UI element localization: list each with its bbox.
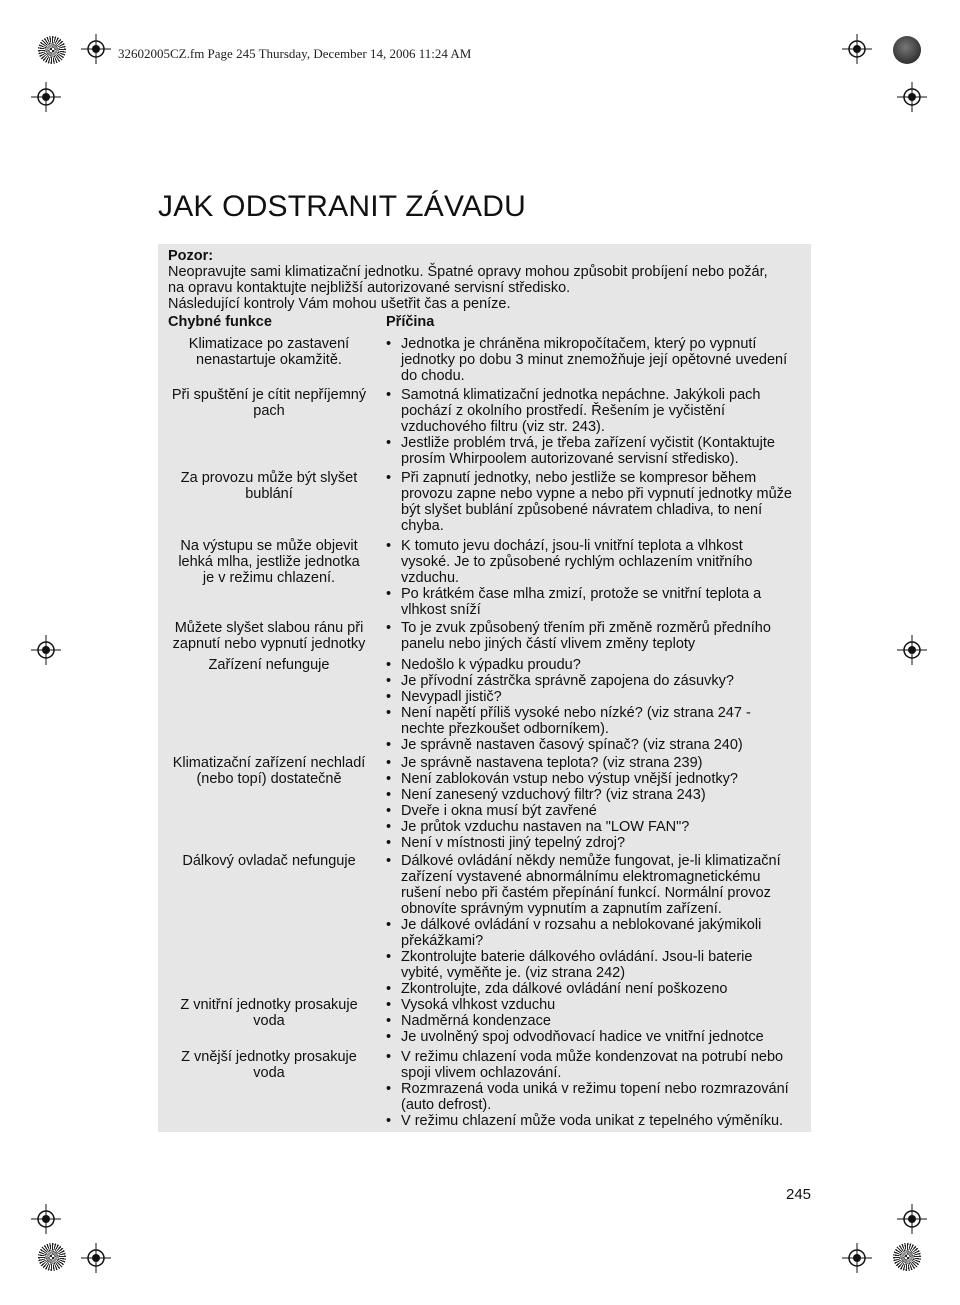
cause-line: (auto defrost). [401,1097,492,1113]
cause-list [386,755,806,851]
symptom-line: Zařízení nefunguje [208,657,330,673]
cause-list [386,620,806,652]
registration-mark-icon [897,82,927,112]
cause-item [386,705,806,737]
column-header-cause: Příčina [386,314,435,330]
cause-line: • Nevypadl jistič? [401,689,502,705]
cause-item [386,819,806,835]
symptom-text [164,538,374,586]
cause-item [386,673,806,689]
symptom-text [164,755,374,787]
cause-line: • Je průtok vzduchu nastaven na "LOW FAN"? [401,819,690,835]
cause-item [386,586,806,618]
cause-line: pochází z okolního prostředí. Řešením je vyčistění [401,403,725,419]
cause-line: zařízení vystavené abnormálnímu elektromagnetickému [401,869,761,885]
cause-line: chyba. [401,518,444,534]
cause-list [386,336,806,384]
cause-line: • Dálkové ovládání někdy nemůže fungovat, je-li klimatizační [401,853,781,869]
page-title: JAK ODSTRANIT ZÁVADU [158,190,526,223]
sunburst-mark-icon [38,36,66,64]
cause-line: vzduchového filtru (viz str. 243). [401,419,605,435]
cause-line: • Jestliže problém trvá, je třeba zařízení vyčistit (Kontaktujte [401,435,775,451]
cause-line: • Je správně nastavena teplota? (viz strana 239) [401,755,703,771]
registration-mark-icon [31,1204,61,1234]
cause-line: prosím Whirpoolem autorizované servisní středisko). [401,451,739,467]
cause-item [386,657,806,673]
cause-line: panelu nebo jiných částí vlivem změny teploty [401,636,696,652]
cause-list [386,997,806,1045]
cause-line: • Samotná klimatizační jednotka nepáchne. Jakýkoli pach [401,387,761,403]
cause-line: vybité, vyměňte je. (viz strana 242) [401,965,626,981]
cause-list [386,1049,806,1129]
cause-line: • Není zablokován vstup nebo výstup vnější jednotky? [401,771,738,787]
cause-item [386,755,806,771]
cause-item [386,1013,806,1029]
symptom-line: (nebo topí) dostatečně [196,771,342,787]
cause-line: • Je uvolněný spoj odvodňovací hadice ve vnitřní jednotce [401,1029,764,1045]
symptom-line: nenastartuje okamžitě. [196,352,342,368]
cause-line: • Není napětí příliš vysoké nebo nízké? (viz strana 247 - [401,705,751,721]
symptom-text [164,470,374,502]
cause-item [386,1113,806,1129]
cause-line: • To je zvuk způsobený třením při změně rozměrů předního [401,620,771,636]
registration-mark-icon [81,1243,111,1273]
cause-item [386,620,806,652]
symptom-text [164,336,374,368]
registration-mark-icon [842,34,872,64]
cause-item [386,737,806,753]
cause-list [386,470,806,534]
cause-item [386,853,806,917]
symptom-text [164,387,374,419]
cause-list [386,538,806,618]
cause-line: být slyšet bublání způsobené návratem chladiva, to není [401,502,763,518]
cause-line: • Při zapnutí jednotky, nebo jestliže se kompresor během [401,470,757,486]
cause-item [386,1049,806,1081]
cause-line: provozu zapne nebo vypne a nebo při vypnutí jednotky může [401,486,792,502]
column-header-symptom: Chybné funkce [168,314,272,330]
cause-item [386,835,806,851]
symptom-line: Klimatizace po zastavení [188,336,350,352]
cause-item [386,470,806,534]
symptom-line: voda [253,1065,285,1081]
symptom-line: je v režimu chlazení. [202,570,336,586]
sunburst-mark-icon [38,1243,66,1271]
cause-item [386,387,806,435]
cause-item [386,771,806,787]
warning-line: Neopravujte sami klimatizační jednotku. Špatné opravy mohou způsobit probíjení nebo požár, [168,264,768,280]
warning-line: na opravu kontaktujte nejbližší autorizované servisní středisko. [168,280,571,296]
cause-line: rušení nebo při častém přepínání funkcí. Normální provoz [401,885,771,901]
symptom-line: Za provozu může být slyšet [180,470,358,486]
registration-mark-icon [897,635,927,665]
cause-line: vlhkost sníží [401,602,481,618]
cause-list [386,853,806,997]
symptom-line: Z vnitřní jednotky prosakuje [180,997,358,1013]
warning-line: Následující kontroly Vám mohou ušetřit čas a peníze. [168,296,511,312]
page-number: 245 [786,1186,812,1203]
registration-mark-icon [897,1204,927,1234]
cause-item [386,435,806,467]
cause-line: • Jednotka je chráněna mikropočítačem, který po vypnutí [401,336,757,352]
cause-line: spoji vlivem ochlazování. [401,1065,562,1081]
cause-list [386,657,806,753]
symptom-text [164,657,374,673]
sunburst-mark-icon [893,36,921,64]
cause-item [386,538,806,586]
warning-note [168,248,768,312]
cause-line: • Je dálkové ovládání v rozsahu a neblokované jakýmikoli [401,917,762,933]
registration-mark-icon [31,82,61,112]
symptom-line: bublání [245,486,293,502]
cause-line: • Je správně nastaven časový spínač? (viz strana 240) [401,737,743,753]
symptom-text [164,853,374,869]
warning-label: Pozor: [168,248,214,264]
symptom-text [164,997,374,1029]
cause-list [386,387,806,467]
cause-line: • Dveře i okna musí být zavřené [401,803,597,819]
cause-item [386,1029,806,1045]
cause-item [386,803,806,819]
cause-line: • Je přívodní zástrčka správně zapojena do zásuvky? [401,673,734,689]
cause-line: vysoké. Je to způsobené rychlým ochlazením vnitřního [401,554,753,570]
file-header-line: 32602005CZ.fm Page 245 Thursday, December 14, 2006 11:24 AM [118,46,472,61]
registration-mark-icon [81,34,111,64]
symptom-text [164,620,374,652]
cause-item [386,1081,806,1113]
symptom-line: Na výstupu se může objevit [180,538,358,554]
symptom-line: Při spuštění je cítit nepříjemný [171,387,367,403]
cause-line: do chodu. [401,368,465,384]
cause-line: • K tomuto jevu dochází, jsou-li vnitřní teplota a vlhkost [401,538,743,554]
cause-line: • Není v místnosti jiný tepelný zdroj? [401,835,626,851]
symptom-line: zapnutí nebo vypnutí jednotky [172,636,366,652]
symptom-line: pach [253,403,285,419]
cause-line: • V režimu chlazení voda může kondenzovat na potrubí nebo [401,1049,784,1065]
cause-line: • V režimu chlazení může voda unikat z tepelného výměníku. [401,1113,784,1129]
cause-line: nechte přezkoušet odborníkem). [401,721,609,737]
cause-line: • Vysoká vlhkost vzduchu [401,997,556,1013]
cause-line: • Zkontrolujte, zda dálkové ovládání není poškozeno [401,981,728,997]
cause-line: • Zkontrolujte baterie dálkového ovládání. Jsou-li baterie [401,949,753,965]
cause-line: • Nadměrná kondenzace [401,1013,551,1029]
cause-item [386,336,806,384]
cause-line: překážkami? [401,933,484,949]
symptom-line: Můžete slyšet slabou ránu při [174,620,364,636]
registration-mark-icon [31,635,61,665]
sunburst-mark-icon [893,1243,921,1271]
symptom-line: Z vnější jednotky prosakuje [181,1049,357,1065]
registration-mark-icon [842,1243,872,1273]
cause-item [386,949,806,981]
symptom-line: lehká mlha, jestliže jednotka [178,554,360,570]
cause-line: • Není zanesený vzduchový filtr? (viz strana 243) [401,787,706,803]
symptom-line: voda [253,1013,285,1029]
symptom-text [164,1049,374,1081]
symptom-line: Klimatizační zařízení nechladí [172,755,366,771]
troubleshooting-panel [158,244,811,1132]
cause-line: vzduchu. [401,570,460,586]
cause-line: • Rozmrazená voda uniká v režimu topení nebo rozmrazování [401,1081,789,1097]
cause-item [386,917,806,949]
symptom-line: Dálkový ovladač nefunguje [182,853,356,869]
cause-line: obnovíte správným vypnutím a zapnutím zařízení. [401,901,722,917]
cause-line: • Nedošlo k výpadku proudu? [401,657,581,673]
cause-line: • Po krátkém čase mlha zmizí, protože se vnitřní teplota a [401,586,762,602]
cause-line: jednotky po dobu 3 minut znemožňuje její opětovné uvedení [401,352,788,368]
cause-item [386,689,806,705]
cause-item [386,981,806,997]
cause-item [386,997,806,1013]
cause-item [386,787,806,803]
